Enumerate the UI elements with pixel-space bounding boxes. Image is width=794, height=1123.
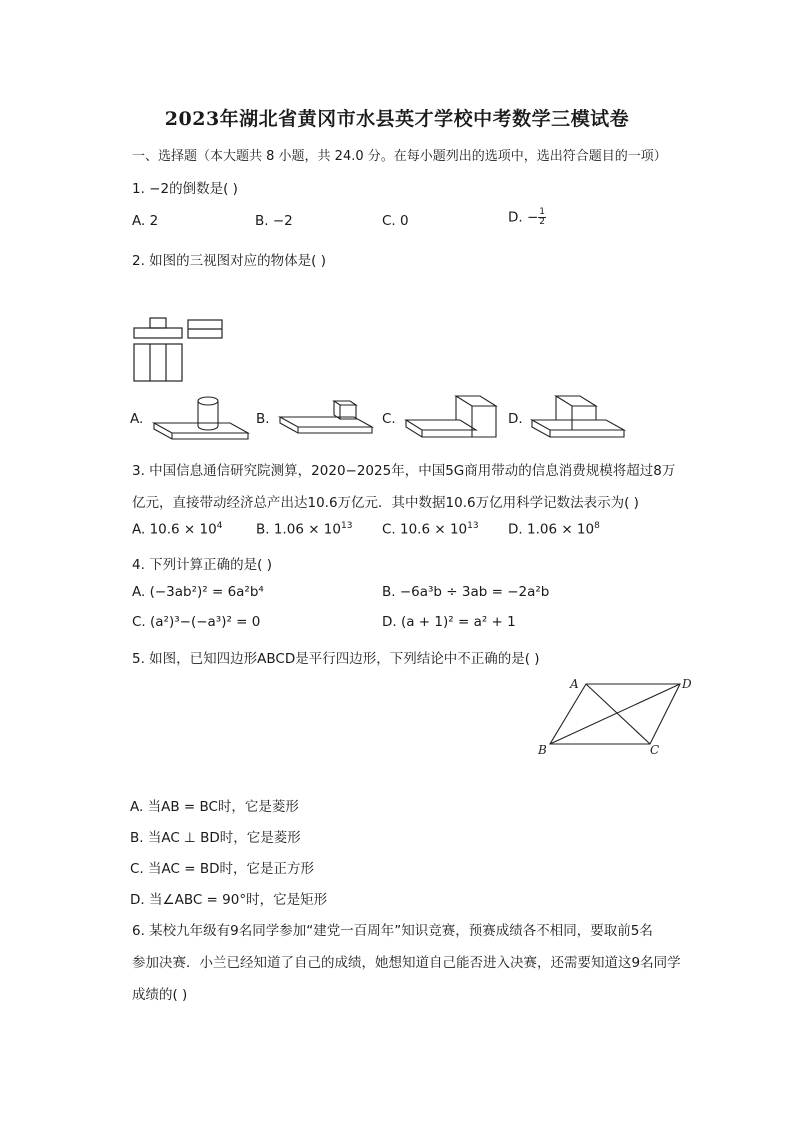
q2-option-c-label: C. [382, 411, 396, 427]
q5-option-d: D. 当∠ABC = 90°时，它是矩形 [130, 892, 328, 908]
front-view-top [150, 318, 166, 328]
q3-option-a-base: A. 10.6 × 10 [132, 521, 217, 538]
question-2-stem: 2. 如图的三视图对应的物体是( ) [132, 253, 326, 269]
q2-option-c-figure [400, 390, 504, 444]
q1-option-a: A. 2 [132, 213, 159, 229]
q3-option-a [132, 521, 222, 538]
q3-option-d-base: D. 1.06 × 10 [508, 521, 595, 538]
vertex-label-b: B [538, 743, 547, 757]
q3-option-b-exponent: 13 [340, 521, 353, 531]
q1-option-d [508, 208, 546, 227]
q4-option-a: A. (−3ab²)² = 6a²b⁴ [132, 584, 264, 600]
diagonal-bd [550, 684, 680, 744]
fraction-numerator: 1 [539, 207, 546, 217]
front-view-base [134, 328, 182, 338]
q3-option-b-base: B. 1.06 × 10 [256, 521, 341, 538]
q2-option-d-label: D. [508, 411, 523, 427]
question-6-line-3: 成绩的( ) [132, 987, 188, 1003]
vertex-label-d: D [682, 677, 692, 691]
q4-option-b: B. −6a³b ÷ 3ab = −2a²b [382, 584, 550, 600]
q1-option-d-label: D. − [508, 209, 539, 226]
q3-option-d-exponent: 8 [594, 521, 600, 531]
q1-option-b: B. −2 [255, 213, 293, 229]
fraction [538, 208, 546, 227]
three-view-diagram [128, 316, 228, 384]
question-1-stem: 1. −2的倒数是( ) [132, 181, 238, 197]
q3-option-a-exponent: 4 [216, 521, 223, 531]
fraction-denominator: 2 [539, 217, 546, 227]
question-3-line-2: 亿元，直接带动经济总产出达10.6万亿元．其中数据10.6万亿用科学记数法表示为( ) [132, 495, 639, 511]
q2-option-b-figure [274, 395, 378, 443]
q3-option-c-exponent: 13 [467, 521, 479, 531]
q3-option-c [382, 521, 479, 538]
q2-option-a-figure [148, 395, 252, 443]
q5-option-a: A. 当AB = BC时，它是菱形 [130, 799, 299, 815]
question-6-line-2: 参加决赛．小兰已经知道了自己的成绩，她想知道自己能否进入决赛，还需要知道这9名同学 [132, 955, 681, 971]
parallelogram-diagram [534, 674, 700, 760]
diagonal-ac [586, 684, 650, 744]
q1-option-c: C. 0 [382, 213, 409, 229]
page-title: 2023年湖北省黄冈市水县英才学校中考数学三模试卷 [164, 108, 630, 130]
vertex-label-a: A [570, 677, 579, 691]
q2-option-b-label: B. [256, 411, 270, 427]
q3-option-b [256, 521, 352, 538]
q4-option-c: C. (a²)³−(−a³)² = 0 [132, 614, 261, 630]
q2-option-a-label: A. [130, 411, 144, 427]
question-5-stem: 5. 如图，已知四边形ABCD是平行四边形，下列结论中不正确的是( ) [132, 651, 540, 667]
q5-option-b: B. 当AC ⊥ BD时，它是菱形 [130, 830, 301, 846]
question-3-line-1: 3. 中国信息通信研究院测算，2020−2025年，中国5G商用带动的信息消费规模将超过8万 [132, 463, 676, 479]
question-4-stem: 4. 下列计算正确的是( ) [132, 557, 272, 573]
q3-option-d [508, 521, 600, 538]
top-view [134, 344, 182, 381]
section-heading: 一、选择题（本大题共 8 小题，共 24.0 分。在每小题列出的选项中，选出符合题目的一项） [132, 149, 667, 164]
q5-option-c: C. 当AC = BD时，它是正方形 [130, 861, 314, 877]
vertex-label-c: C [650, 743, 660, 757]
q4-option-d: D. (a + 1)² = a² + 1 [382, 614, 516, 630]
question-6-line-1: 6. 某校九年级有9名同学参加“建党一百周年”知识竞赛，预赛成绩各不相同，要取前5名 [132, 923, 653, 939]
q3-option-c-base: C. 10.6 × 10 [382, 521, 468, 538]
q2-option-d-figure [526, 390, 630, 444]
